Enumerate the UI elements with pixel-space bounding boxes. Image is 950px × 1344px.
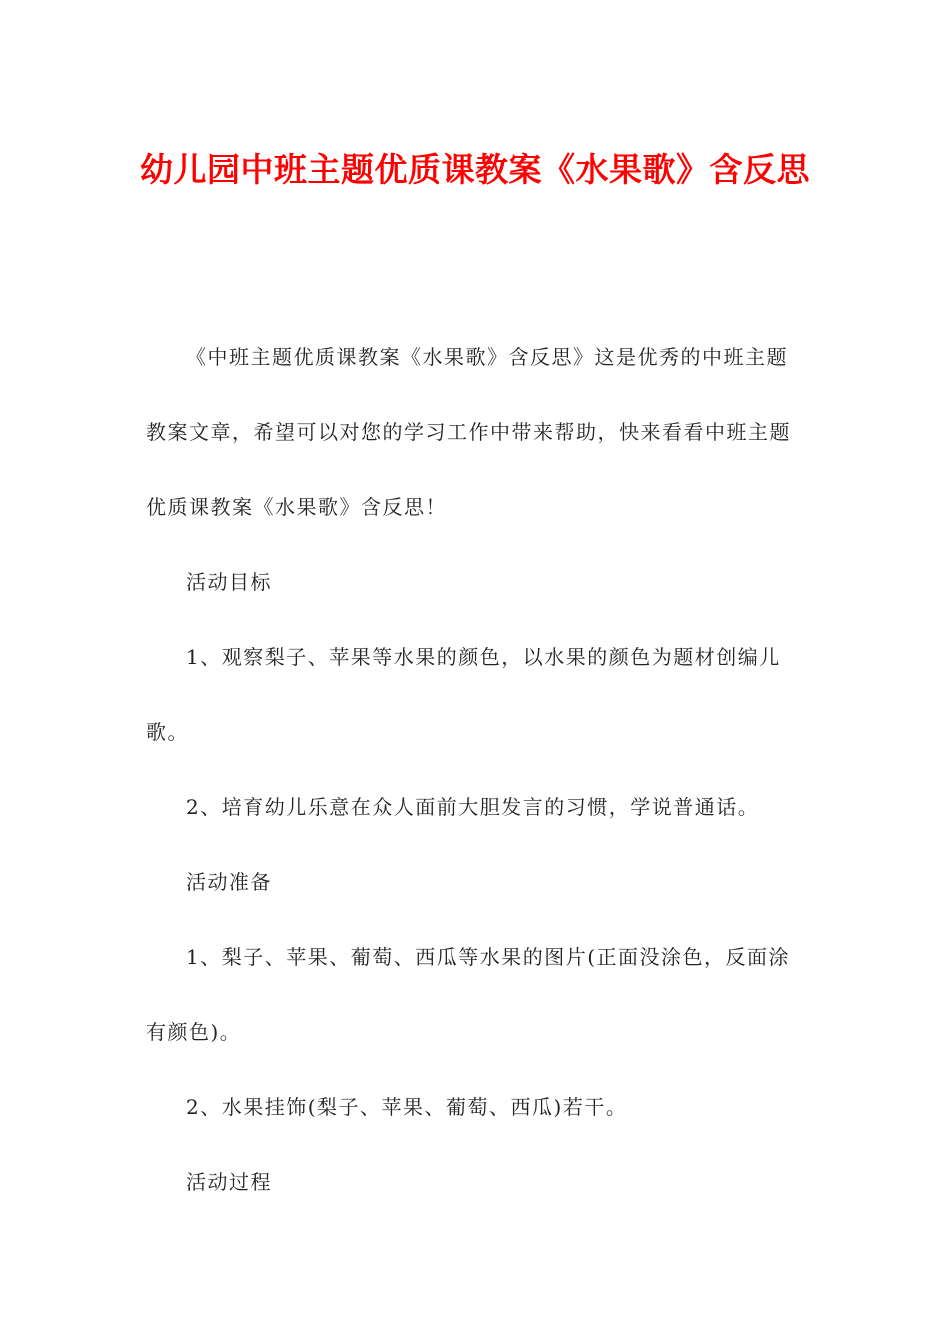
preparation-item-1: 1、梨子、苹果、葡萄、西瓜等水果的图片(正面没涂色，反面涂有颜色)。 — [146, 945, 791, 1044]
section-heading-process: 活动过程 — [186, 1170, 272, 1194]
goal-item-2: 2、培育幼儿乐意在众人面前大胆发言的习惯，学说普通话。 — [186, 795, 760, 819]
section-heading-goals: 活动目标 — [186, 570, 272, 594]
intro-paragraph: 《中班主题优质课教案《水果歌》含反思》这是优秀的中班主题教案文章，希望可以对您的学习工作中带来帮助，快来看看中班主题优质课教案《水果歌》含反思！ — [146, 345, 791, 519]
goal-item-1: 1、观察梨子、苹果等水果的颜色，以水果的颜色为题材创编儿歌。 — [146, 645, 781, 744]
section-heading-preparation: 活动准备 — [186, 870, 272, 894]
document-title: 幼儿园中班主题优质课教案《水果歌》含反思 — [140, 150, 810, 189]
document-body — [146, 320, 804, 1220]
preparation-item-2: 2、水果挂饰(梨子、苹果、葡萄、西瓜)若干。 — [186, 1095, 628, 1119]
